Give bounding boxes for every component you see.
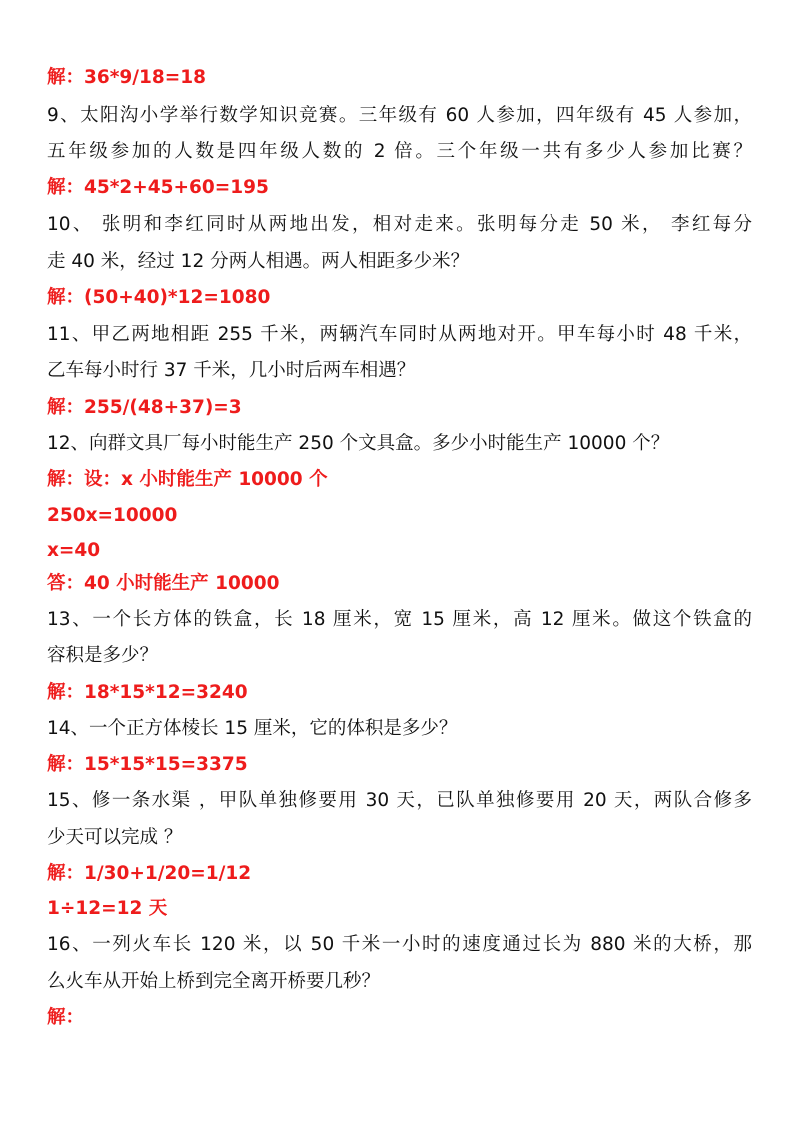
answer-line: 解：1/30+1/20=1/12 [47,863,252,884]
answer-line: 解：45*2+45+60=195 [47,177,269,198]
question-line: 少天可以完成 ？ [47,827,183,848]
answer-line: 解：设：x 小时能生产 10000 个 [47,469,328,490]
question-line: 走 40 米，经过 12 分两人相遇。两人相距多少米？ [47,251,470,272]
answer-line: 250x=10000 [47,505,178,526]
question-line: 15、修一条水渠 ，甲队单独修要用 30 天，已队单独修要用 20 天，两队合修多 [47,790,752,811]
question-line: 10、 张明和李红同时从两地出发，相对走来。张明每分走 50 米， 李红每分 [47,214,752,235]
answer-line: 答：40 小时能生产 10000 [47,573,280,594]
answer-line: 1÷12=12 天 [47,898,168,919]
answer-line: 解：36*9/18=18 [47,67,207,88]
answer-line: 解：(50+40)*12=1080 [47,287,271,308]
answer-line: 解： [47,1007,85,1028]
question-line: 13、一个长方体的铁盒，长 18 厘米，宽 15 厘米，高 12 厘米。做这个铁盒的 [47,609,752,630]
question-line: 么火车从开始上桥到完全离开桥要几秒？ [47,971,381,992]
answer-line: 解：255/(48+37)=3 [47,397,242,418]
question-line: 9、太阳沟小学举行数学知识竞赛。三年级有 60 人参加，四年级有 45 人参加， [47,105,752,126]
answer-line: 解：15*15*15=3375 [47,754,248,775]
question-line: 16、一列火车长 120 米，以 50 千米一小时的速度通过长为 880 米的大桥，那 [47,934,752,955]
question-line: 容积是多少？ [47,645,159,666]
question-line: 11、甲乙两地相距 255 千米，两辆汽车同时从两地对开。甲车每小时 48 千米， [47,324,752,345]
answer-line: x=40 [47,540,101,561]
question-line: 乙车每小时行 37 千米，几小时后两车相遇？ [47,360,416,381]
answer-line: 解：18*15*12=3240 [47,682,248,703]
question-line: 14、一个正方体棱长 15 厘米，它的体积是多少？ [47,718,458,739]
question-line: 12、向群文具厂每小时能生产 250 个文具盒。多少小时能生产 10000 个？ [47,433,670,454]
question-line: 五年级参加的人数是四年级人数的 2 倍。三个年级一共有多少人参加比赛？ [47,141,752,162]
